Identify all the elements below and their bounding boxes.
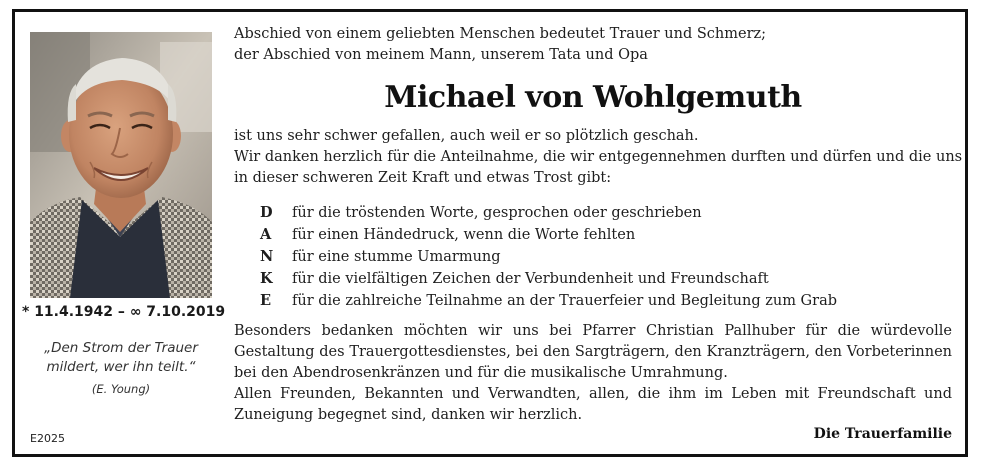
paragraph-line: Besonders bedanken möchten wir uns bei Pfarrer Christian Pallhuber für die würdevolle <box>234 323 952 339</box>
acrostic-letter: E <box>260 292 272 309</box>
paragraph-line: ist uns sehr schwer gefallen, auch weil er so plötzlich geschah. <box>234 128 699 144</box>
quote-author: (E. Young) <box>91 382 151 396</box>
acrostic-letter: A <box>260 226 272 243</box>
life-dates: * 11.4.1942 – ∞ 7.10.2019 <box>22 304 226 320</box>
quote-line: mildert, wer ihn teilt.“ <box>46 359 196 375</box>
document-code: E2025 <box>30 432 65 445</box>
acrostic-text: für die vielfältigen Zeichen der Verbundenheit und Freundschaft <box>292 271 769 287</box>
acrostic-letter: K <box>260 270 273 287</box>
list-item <box>260 290 837 312</box>
acrostic-letter: N <box>260 248 274 265</box>
acrostic-text: für einen Händedruck, wenn die Worte fehlten <box>292 227 636 243</box>
special-thanks-paragraph <box>234 321 952 426</box>
paragraph-line: Allen Freunden, Bekannten und Verwandten, allen, die ihm im Leben mit Freundschaft und <box>234 386 952 402</box>
quote-line: „Den Strom der Trauer <box>44 340 198 356</box>
list-item <box>260 224 837 246</box>
acrostic-letter: D <box>260 204 273 221</box>
dank-acrostic-list <box>260 202 837 312</box>
intro-line: der Abschied von meinem Mann, unserem Tata und Opa <box>234 47 648 63</box>
paragraph-line: Gestaltung des Trauergottesdienstes, bei den Sargträgern, den Kranzträgern, den Vorbeterinnen <box>234 344 952 360</box>
portrait-photo <box>30 32 212 298</box>
deceased-name: Michael von Wohlgemuth <box>384 80 802 115</box>
portrait-photo-icon <box>30 32 212 298</box>
signature: Die Trauerfamilie <box>813 426 952 442</box>
intro-text <box>234 24 766 66</box>
thanks-intro-paragraph <box>234 126 962 189</box>
paragraph-line: bei den Abendrosenkränzen und für die musikalische Umrahmung. <box>234 365 728 381</box>
quote <box>22 339 220 377</box>
paragraph-line: Wir danken herzlich für die Anteilnahme, die wir entgegennehmen durften und dürfen und die uns <box>234 149 963 165</box>
list-item <box>260 202 837 224</box>
intro-line: Abschied von einem geliebten Menschen bedeutet Trauer und Schmerz; <box>234 26 767 42</box>
list-item <box>260 246 837 268</box>
list-item <box>260 268 837 290</box>
acrostic-text: für eine stumme Umarmung <box>292 249 501 265</box>
paragraph-line: in dieser schweren Zeit Kraft und etwas Trost gibt: <box>234 170 612 186</box>
paragraph-line: Zuneigung begegnet sind, danken wir herzlich. <box>234 407 583 423</box>
acrostic-text: für die zahlreiche Teilnahme an der Trauerfeier und Begleitung zum Grab <box>292 293 837 309</box>
acrostic-text: für die tröstenden Worte, gesprochen oder geschrieben <box>292 205 702 221</box>
